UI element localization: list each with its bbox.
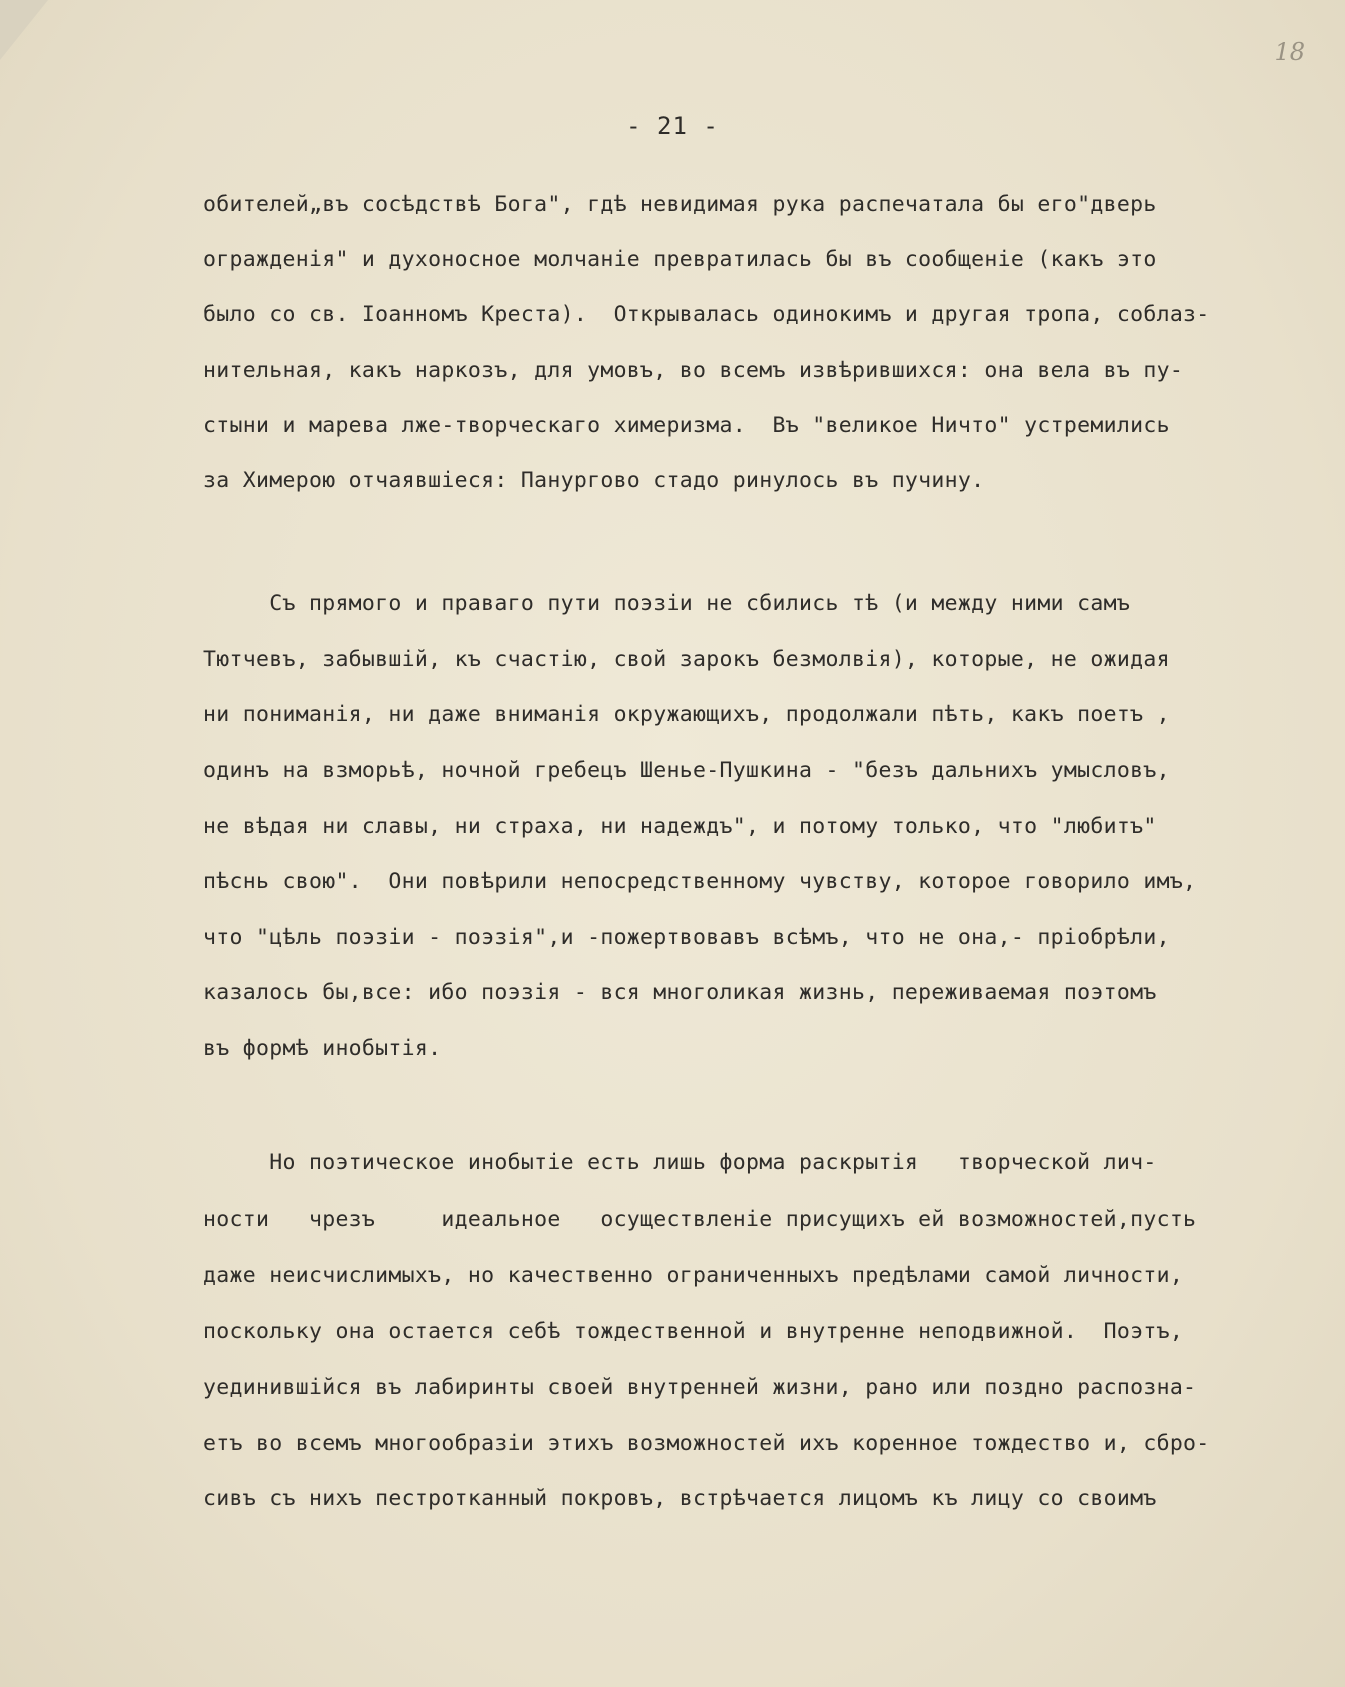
text-line: Но поэтическое инобытіе есть лишь форма раскрытія творческой лич- (203, 1150, 1157, 1175)
archive-page-number: 18 (1274, 38, 1305, 66)
text-line: даже неисчислимыхъ, но качественно ограниченныхъ предѣлами самой личности, (203, 1263, 1184, 1288)
text-line: обителей„въ сосѣдствѣ Бога", гдѣ невидимая рука распечатала бы его"дверь (203, 192, 1157, 217)
text-line: не вѣдая ни славы, ни страха, ни надеждъ", и потому только, что "любитъ" (203, 814, 1157, 839)
text-line: Съ прямого и праваго пути поэзіи не сбились тѣ (и между ними самъ (203, 591, 1131, 616)
text-line: поскольку она остается себѣ тождественной и внутренне неподвижной. Поэтъ, (203, 1319, 1184, 1344)
text-line: одинъ на взморьѣ, ночной гребецъ Шенье-Пушкина - "безъ дальнихъ умысловъ, (203, 758, 1170, 783)
text-line: ности чрезъ идеальное осуществленіе присущихъ ей возможностей,пусть (203, 1207, 1197, 1232)
text-line: за Химерою отчаявшіеся: Панургово стадо ринулось въ пучину. (203, 468, 985, 493)
text-line: казалось бы,все: ибо поэзія - вся многоликая жизнь, переживаемая поэтомъ (203, 980, 1157, 1005)
text-line: сивъ съ нихъ пестротканный покровъ, встрѣчается лицомъ къ лицу со своимъ (203, 1486, 1157, 1511)
folded-corner (0, 0, 48, 60)
text-line: огражденія" и духоносное молчаніе превратилась бы въ сообщеніе (какъ это (203, 247, 1157, 272)
text-line: что "цѣль поэзіи - поэзія",и -пожертвовавъ всѣмъ, что не она,- пріобрѣли, (203, 925, 1170, 950)
text-line: Тютчевъ, забывшій, къ счастію, свой зарокъ безмолвія), которые, не ожидая (203, 647, 1170, 672)
text-line: етъ во всемъ многообразіи этихъ возможностей ихъ коренное тождество и, сбро- (203, 1431, 1210, 1456)
text-line: стыни и марева лже-творческаго химеризма. Въ "великое Ничто" устремились (203, 413, 1170, 438)
text-line: въ формѣ инобытія. (203, 1036, 442, 1061)
text-line: ни пониманія, ни даже вниманія окружающихъ, продолжали пѣть, какъ поетъ , (203, 702, 1170, 727)
page-number: - 21 - (626, 112, 719, 140)
text-line: нительная, какъ наркозъ, для умовъ, во всемъ извѣрившихся: она вела въ пу- (203, 358, 1184, 383)
text-line: пѣснь свою". Они повѣрили непосредственному чувству, которое говорило имъ, (203, 869, 1197, 894)
text-line: было со св. Іоанномъ Креста). Открывалась одинокимъ и другая тропа, соблаз- (203, 302, 1210, 327)
text-line: уединившійся въ лабиринты своей внутренней жизни, рано или поздно распозна- (203, 1375, 1197, 1400)
